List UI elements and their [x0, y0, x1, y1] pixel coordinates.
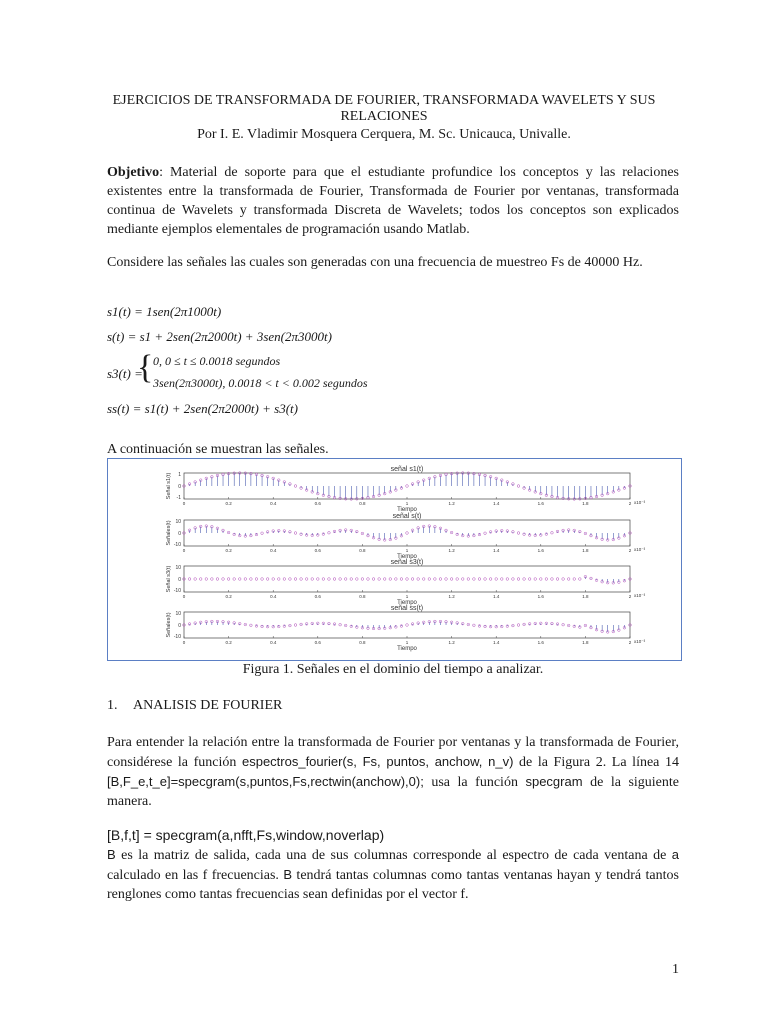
objective-label: Objetivo [107, 165, 160, 180]
subplot-xlabel-4: Tiempo [397, 646, 417, 652]
xtick-label: 0.4 [270, 548, 277, 553]
para2-text-d: calculado en las f frecuencias. [107, 868, 284, 883]
equation-s1: s1(t) = 1sen(2π1000t) [107, 304, 222, 319]
section-heading [107, 698, 282, 714]
page-number: 1 [672, 962, 679, 977]
subplot-ylabel-3: Señal s3(t) [166, 565, 172, 593]
xtick-label: 0.2 [225, 548, 232, 553]
xtick-label: 2 [628, 548, 632, 553]
para2-b-matrix-2: B [283, 867, 293, 882]
xtick-label: 0.8 [359, 501, 366, 506]
xtick-label: 1.8 [582, 640, 589, 645]
ytick-zero-1: 0 [178, 484, 181, 490]
ytick-top-4: 10 [175, 611, 181, 617]
para2-text-f: tendrá tantas columnas como tantas ventanas hayan y tendrá tantos renglones como tantas frecuencias sean definidas por el vector f. [107, 868, 679, 902]
para1-text-g: de la siguiente manera. [107, 775, 679, 809]
equation-s3-case2: 3sen(2π3000t), 0.0018 < t < 0.002 segundos [153, 376, 368, 390]
equation-s3-label: s3(t) = [107, 366, 143, 381]
ytick-bottom-3: -10 [173, 588, 181, 594]
function-signature: espectros_fourier(s, Fs, puntos, anchow, n_v) [241, 754, 514, 769]
xtick-label: 0 [182, 548, 186, 553]
xtick-label: 1 [405, 640, 409, 645]
xtick-label: 1.8 [582, 548, 589, 553]
xtick-label: 2 [628, 501, 632, 506]
xtick-label: 0 [182, 594, 186, 599]
xtick-label: 1 [405, 594, 409, 599]
subplot-xlabel-3: Tiempo [397, 600, 417, 606]
subplot-ylabel-4: Señales(t) [166, 612, 172, 638]
figure-caption: Figura 1. Señales en el dominio del tiempo a analizar. [242, 662, 544, 677]
ytick-zero-3: 0 [178, 577, 181, 583]
objective-paragraph [107, 163, 679, 239]
xtick-label: 1.4 [493, 501, 500, 506]
xtick-label: 1.2 [448, 501, 455, 506]
xtick-label: 1.4 [493, 594, 500, 599]
figure-1 [107, 458, 682, 661]
x-exponent-1: x10⁻³ [634, 500, 646, 505]
subplot-title-4: señal ss(t) [390, 605, 424, 612]
xtick-label: 0 [182, 501, 186, 506]
xtick-label: 0.6 [314, 501, 321, 506]
x-exponent-3: x10⁻³ [634, 593, 646, 598]
code-line-14: [B,F_e,t_e]=specgram(s,puntos,Fs,rectwin(anchow),0); [107, 774, 424, 789]
equation-s: s(t) = s1 + 2sen(2π2000t) + 3sen(2π3000t) [107, 329, 332, 344]
signals-intro: A continuación se muestran las señales. [107, 442, 329, 457]
xtick-label: 1.6 [537, 594, 544, 599]
paragraph-specgram [107, 733, 679, 811]
ytick-top-2: 10 [175, 519, 181, 525]
xtick-label: 0.2 [225, 501, 232, 506]
subplot-ylabel-2: Señales(t) [166, 520, 172, 546]
xtick-label: 1.6 [537, 501, 544, 506]
ytick-zero-2: 0 [178, 531, 181, 537]
xtick-label: 0.2 [225, 594, 232, 599]
objective-text: : Material de soporte para que el estudiante profundice los conceptos y las relaciones existentes entre la transformada de Fourier, Transformada de Fourier por ventanas, transformada continua de Wavelets y transformada Discreta de Wavelets; todos los conceptos son explicados mediante ejemplos elementales de programación usando Matlab. [107, 165, 679, 237]
xtick-label: 1.2 [448, 640, 455, 645]
x-exponent-4: x10⁻³ [634, 639, 646, 644]
xtick-label: 1.6 [537, 548, 544, 553]
xtick-label: 1.2 [448, 594, 455, 599]
ytick-zero-4: 0 [178, 623, 181, 629]
ytick-top-1: 1 [178, 472, 181, 478]
para2-b-matrix: B [107, 847, 116, 862]
subplot-ylabel-1: Señal s1(t) [166, 472, 172, 500]
xtick-label: 1.2 [448, 548, 455, 553]
xtick-label: 0.8 [359, 594, 366, 599]
xtick-label: 0 [182, 640, 186, 645]
xtick-label: 0.2 [225, 640, 232, 645]
para1-text-a: Para entender la relación entre la transformada de Fourier por ventanas y la transformada de Fourier, considérese la función [107, 735, 679, 770]
xtick-label: 0.8 [359, 640, 366, 645]
xtick-label: 2 [628, 640, 632, 645]
subplot-title-2: señal s(t) [392, 513, 422, 520]
intro-paragraph: Considere las señales las cuales son generadas con una frecuencia de muestreo Fs de 40000 Hz. [107, 255, 643, 270]
xtick-label: 1.8 [582, 594, 589, 599]
section-title: ANALISIS DE FOURIER [133, 698, 283, 713]
para1-text-e: usa la función [423, 775, 526, 790]
ytick-top-3: 10 [175, 565, 181, 571]
subplot-axes-3 [184, 566, 630, 592]
xtick-label: 2 [628, 594, 632, 599]
xtick-label: 1.8 [582, 501, 589, 506]
xtick-label: 0.4 [270, 640, 277, 645]
para2-text-b: es la matriz de salida, cada una de sus columnas corresponde al espectro de cada ventana de [115, 848, 672, 863]
section-number: 1. [107, 698, 118, 713]
para1-text-c: de la Figura 2. La línea 14 [513, 755, 679, 770]
xtick-label: 0.4 [270, 501, 277, 506]
xtick-label: 1.4 [493, 548, 500, 553]
xtick-label: 1 [405, 501, 409, 506]
specgram-name: specgram [525, 774, 583, 789]
paragraph-output [107, 845, 679, 904]
subplot-title-1: señal s1(t) [390, 466, 424, 473]
document-title: EJERCICIOS DE TRANSFORMADA DE FOURIER, TRANSFORMADA WAVELETS Y SUS RELACIONES [112, 93, 656, 124]
equation-s3-case1: 0, 0 ≤ t ≤ 0.0018 segundos [153, 354, 281, 368]
ytick-bottom-4: -10 [173, 634, 181, 640]
author-line: Por I. E. Vladimir Mosquera Cerquera, M. Sc. Unicauca, Univalle. [197, 127, 571, 142]
xtick-label: 1.6 [537, 640, 544, 645]
ytick-bottom-1: -1 [176, 495, 181, 501]
para2-a-signal: a [671, 847, 679, 862]
x-exponent-2: x10⁻³ [634, 547, 646, 552]
xtick-label: 1.4 [493, 640, 500, 645]
subplot-xlabel-1: Tiempo [397, 507, 417, 513]
xtick-label: 0.6 [314, 548, 321, 553]
equation-brace: { [137, 349, 154, 386]
subplot-xlabel-2: Tiempo [397, 554, 417, 560]
xtick-label: 0.4 [270, 594, 277, 599]
signals-figure [108, 459, 681, 660]
subplot-title-3: señal s3(t) [390, 559, 424, 566]
xtick-label: 1 [405, 548, 409, 553]
ytick-bottom-2: -10 [173, 542, 181, 548]
xtick-label: 0.6 [314, 594, 321, 599]
equation-ss: ss(t) = s1(t) + 2sen(2π2000t) + s3(t) [107, 401, 298, 416]
xtick-label: 0.6 [314, 640, 321, 645]
code-specgram-call: [B,f,t] = specgram(a,nfft,Fs,window,noverlap) [107, 827, 385, 843]
xtick-label: 0.8 [359, 548, 366, 553]
